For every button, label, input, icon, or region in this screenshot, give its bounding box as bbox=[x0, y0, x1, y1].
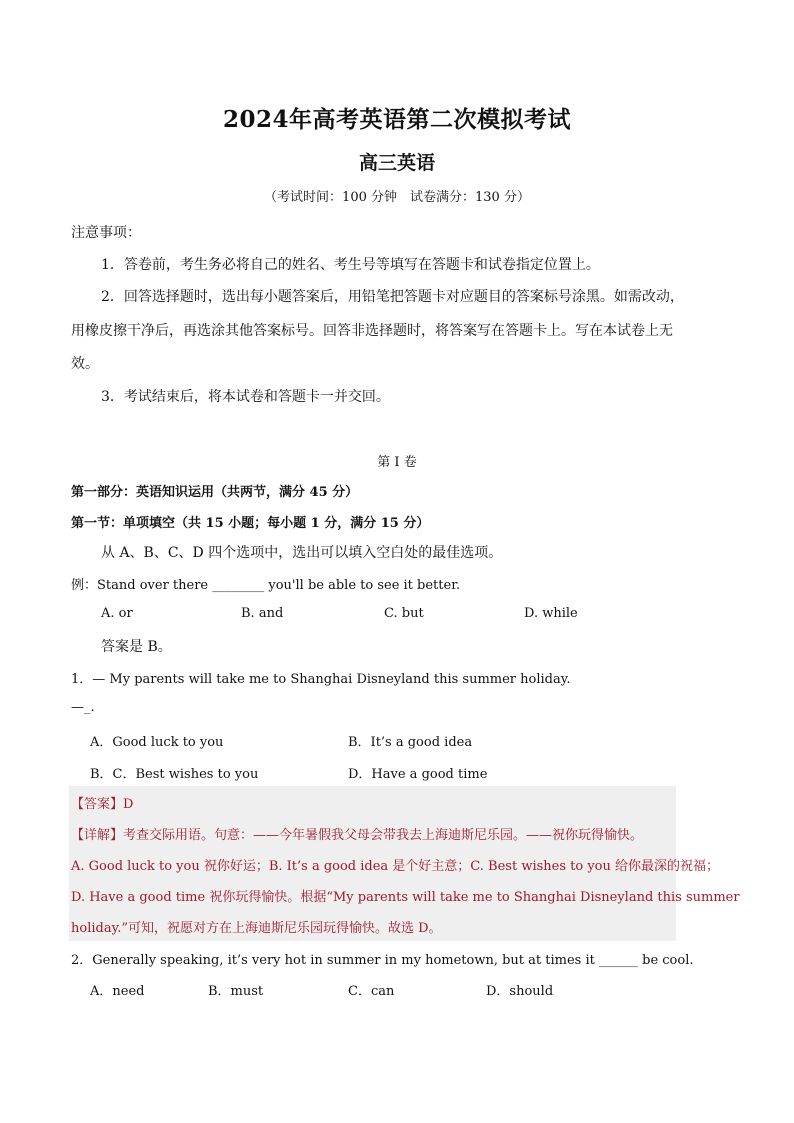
example-answer: 答案是 B。 bbox=[101, 639, 172, 655]
section-heading: 第一节：单项填空（共 15 小题；每小题 1 分，满分 15 分） bbox=[71, 516, 430, 531]
notice-item-2-line2: 用橡皮擦干净后，再选涂其他答案标号。回答非选择题时，将答案写在答题卡上。写在本试卷上无 bbox=[71, 323, 673, 339]
q1-option-d: D．Have a good time bbox=[348, 767, 488, 782]
exam-info: （考试时间：100 分钟 试卷满分：130 分） bbox=[264, 190, 530, 205]
q1-detail-line3: D. Have a good time 祝你玩得愉快。根据“My parents will take me to Shanghai Disneyland this summer bbox=[71, 890, 740, 905]
section-instruction: 从 A、B、C、D 四个选项中，选出可以填入空白处的最佳选项。 bbox=[101, 545, 503, 561]
notice-heading: 注意事项： bbox=[71, 225, 141, 241]
q1-answer: 【答案】D bbox=[71, 797, 134, 812]
example-option-d: D. while bbox=[524, 606, 578, 621]
q1-option-b: B．It’s a good idea bbox=[348, 735, 473, 750]
part-heading: 第一部分：英语知识运用（共两节，满分 45 分） bbox=[71, 485, 359, 500]
volume-label: 第 I 卷 bbox=[377, 455, 417, 470]
q2-option-a: A．need bbox=[90, 984, 145, 999]
q1-reply: —_. bbox=[71, 700, 95, 715]
q2-option-c: C．can bbox=[348, 984, 395, 999]
q2-option-b: B．must bbox=[208, 984, 264, 999]
notice-item-1: 1．答卷前，考生务必将自己的姓名、考生号等填写在答题卡和试卷指定位置上。 bbox=[101, 257, 600, 273]
q1-detail-tag: 【详解】 bbox=[71, 828, 124, 843]
q1-detail-line2: A. Good luck to you 祝你好运；B. It’s a good idea 是个好主意；C. Best wishes to you 给你最深的祝福； bbox=[71, 859, 720, 874]
exam-title: 2024年高考英语第二次模拟考试 bbox=[222, 106, 571, 133]
exam-subtitle: 高三英语 bbox=[358, 152, 435, 174]
q1-option-c: B．C．Best wishes to you bbox=[90, 767, 259, 782]
notice-item-2-line3: 效。 bbox=[71, 356, 99, 372]
q2-option-d: D．should bbox=[486, 984, 554, 999]
example-option-c: C. but bbox=[384, 606, 424, 621]
example-stem: 例：Stand over there ________ you'll be able to see it better. bbox=[71, 578, 461, 593]
example-option-b: B. and bbox=[241, 606, 284, 621]
q1-stem: 1．— My parents will take me to Shanghai Disneyland this summer holiday. bbox=[71, 672, 571, 687]
q1-detail-text: 考查交际用语。句意：——今年暑假我父母会带我去上海迪斯尼乐园。——祝你玩得愉快。 bbox=[123, 828, 644, 843]
q1-option-a: A．Good luck to you bbox=[90, 735, 224, 750]
example-option-a: A. or bbox=[101, 606, 133, 621]
q1-detail-line4: holiday.”可知，祝愿对方在上海迪斯尼乐园玩得愉快。故选 D。 bbox=[71, 921, 442, 936]
q1-detail-line1 bbox=[71, 824, 643, 843]
q2-stem: 2．Generally speaking, it’s very hot in summer in my hometown, but at times it ______ be cool. bbox=[71, 953, 694, 968]
notice-item-3: 3．考试结束后，将本试卷和答题卡一并交回。 bbox=[101, 389, 390, 405]
notice-item-2-line1: 2．回答选择题时，选出每小题答案后，用铅笔把答题卡对应题目的答案标号涂黑。如需改动， bbox=[101, 289, 684, 305]
